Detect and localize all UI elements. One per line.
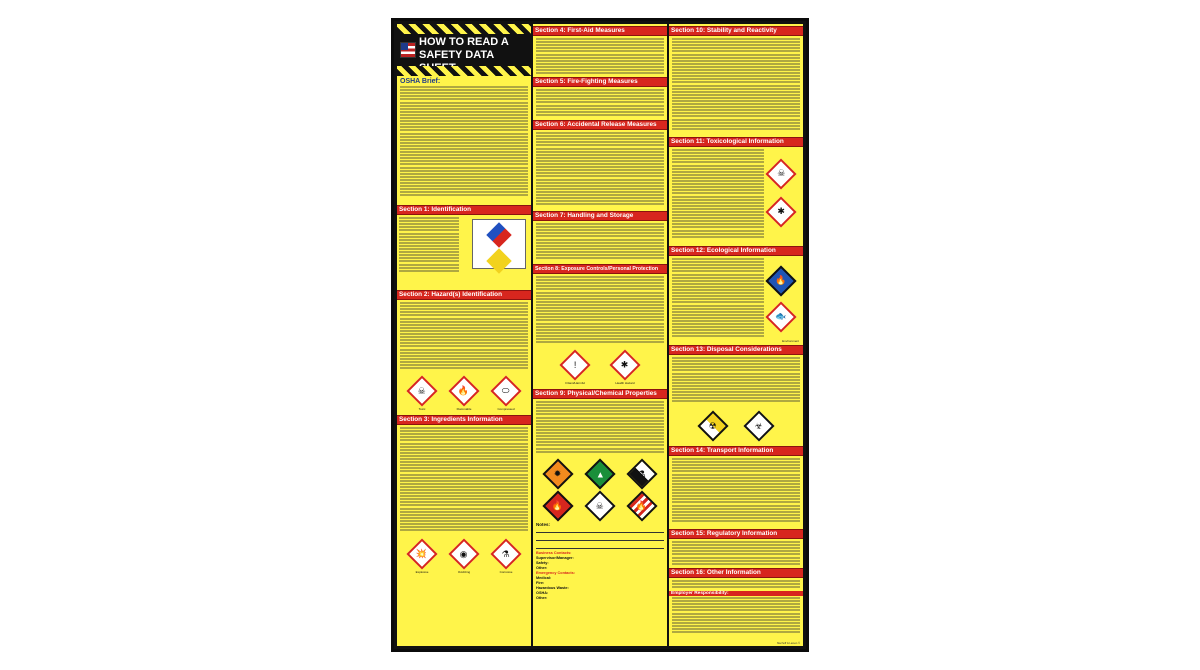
hazard-stripes	[397, 24, 531, 34]
section-5-heading: Section 5: Fire-Fighting Measures	[533, 77, 667, 87]
section-8-pictograms	[533, 347, 667, 387]
section-3-pictograms	[397, 536, 531, 576]
exclamation-icon: !	[573, 359, 577, 370]
contact-row: Fire:	[536, 581, 545, 585]
section-13-text	[669, 356, 803, 408]
section-8-heading: Section 8: Exposure Controls/Personal Protection	[533, 264, 667, 274]
section-3-text	[397, 426, 531, 536]
explosion-icon: 💥	[416, 548, 428, 559]
section-16-text	[669, 579, 803, 589]
section-2-heading: Section 2: Hazard(s) Identification	[397, 290, 531, 300]
emergency-contacts-heading: Emergency Contacts:	[536, 571, 576, 575]
placard-flammable-solid-icon: 🔥	[626, 490, 657, 521]
poster-column-1	[397, 24, 531, 646]
section-1-text	[397, 216, 531, 288]
health-hazard-icon: ✱	[621, 359, 629, 370]
section-14-heading: Section 14: Transport Information	[669, 446, 803, 456]
corrosion-icon: ⚗	[501, 548, 511, 559]
business-contacts	[533, 551, 667, 601]
placard-corrosive-icon: ⚗	[626, 458, 657, 489]
business-contacts-heading: Business Contacts:	[536, 551, 572, 555]
us-flag-icon	[400, 42, 416, 58]
radioactive-placard-icon: ☢	[697, 410, 728, 441]
placard-toxic-icon: ☠	[584, 490, 615, 521]
hazard-stripes-bottom	[397, 66, 531, 76]
section-10-heading: Section 10: Stability and Reactivity	[669, 26, 803, 36]
section-11-text	[669, 148, 803, 244]
contact-row: Medical:	[536, 576, 552, 580]
section-6-heading: Section 6: Accidental Release Measures	[533, 120, 667, 130]
flammable-placard-icon: 🔥	[765, 265, 796, 296]
section-9-heading: Section 9: Physical/Chemical Properties	[533, 389, 667, 399]
poster-column-3	[669, 24, 803, 646]
section-14-text	[669, 457, 803, 527]
contact-row: Hazardous Waste:	[536, 586, 569, 590]
notes-line[interactable]	[536, 527, 664, 533]
contact-row: Other:	[536, 566, 548, 570]
poster-header	[397, 24, 531, 76]
notes-line[interactable]	[536, 535, 664, 541]
osha-brief-heading: OSHA Brief:	[400, 78, 441, 85]
skull-icon: ☠	[417, 385, 427, 396]
section-9-text	[533, 400, 667, 456]
section-7-heading: Section 7: Handling and Storage	[533, 211, 667, 221]
section-8-text	[533, 275, 667, 347]
section-4-text	[533, 37, 667, 75]
pictogram-toxic: ☠ Toxic	[406, 375, 438, 411]
contact-row: Other:	[536, 596, 548, 600]
pictogram-health-hazard: ✱ Health Hazard	[609, 349, 641, 385]
pictogram-irritant: ! Irritant/Harmful	[559, 349, 591, 385]
environment-pictogram-icon: 🐟	[765, 301, 796, 332]
section-1-heading: Section 1: Identification	[397, 205, 531, 215]
section-12-text	[669, 257, 803, 343]
section-4-heading: Section 4: First-Aid Measures	[533, 26, 667, 36]
placard-explosive-icon: ✹	[542, 458, 573, 489]
pictogram-compressed: ⬭ Compressed	[490, 375, 522, 411]
section-2-text	[397, 301, 531, 373]
placard-flammable-icon: 🔥	[542, 490, 573, 521]
contact-row: Supervisor/Manager:	[536, 556, 574, 560]
flame-icon: 🔥	[458, 385, 470, 396]
contact-row: OSHA:	[536, 591, 549, 595]
section-13-placards	[669, 408, 803, 444]
section-2-pictograms	[397, 373, 531, 413]
section-5-text	[533, 88, 667, 118]
pictogram-oxidizing: ◉ Oxidizing	[448, 538, 480, 574]
section-7-text	[533, 222, 667, 262]
notes-line[interactable]	[536, 543, 664, 549]
employer-responsibility-text	[669, 596, 803, 636]
environment-label: Environment	[782, 338, 799, 343]
section-6-text	[533, 131, 667, 209]
section-13-heading: Section 13: Disposal Considerations	[669, 345, 803, 355]
poster-column-2	[533, 24, 667, 646]
section-10-text	[669, 37, 803, 135]
pictogram-corrosive: ⚗ Corrosive	[490, 538, 522, 574]
flame-over-circle-icon: ◉	[460, 548, 468, 559]
section-3-heading: Section 3: Ingredients Information	[397, 415, 531, 425]
section-12-heading: Section 12: Ecological Information	[669, 246, 803, 256]
notes-heading: Notes:	[536, 522, 551, 527]
contact-row: Safety:	[536, 561, 549, 565]
employer-responsibility-heading: Employer Responsibility:	[669, 591, 803, 596]
section-16-heading: Section 16: Other Information	[669, 568, 803, 578]
transport-placards	[533, 456, 667, 522]
osha-brief-text	[397, 85, 531, 203]
section-15-text	[669, 540, 803, 566]
sds-poster	[391, 18, 809, 652]
infectious-placard-icon: ☣	[743, 410, 774, 441]
sds-label-image	[472, 219, 526, 269]
health-hazard-pictogram-icon: ✱	[765, 196, 796, 227]
section-15-heading: Section 15: Regulatory Information	[669, 529, 803, 539]
gas-cylinder-icon: ⬭	[502, 385, 510, 396]
poster-title: HOW TO READ A SAFETY DATA	[419, 36, 509, 61]
section-11-heading: Section 11: Toxicological Information	[669, 137, 803, 147]
toxic-pictogram-icon: ☠	[765, 158, 796, 189]
placard-flammable-gas-icon: ▲	[584, 458, 615, 489]
copyright-footer: Mechoff & Larsen ©	[777, 642, 800, 645]
pictogram-flammable: 🔥 Flammable	[448, 375, 480, 411]
pictogram-explosive: 💥 Explosive	[406, 538, 438, 574]
notes-area	[533, 522, 667, 549]
